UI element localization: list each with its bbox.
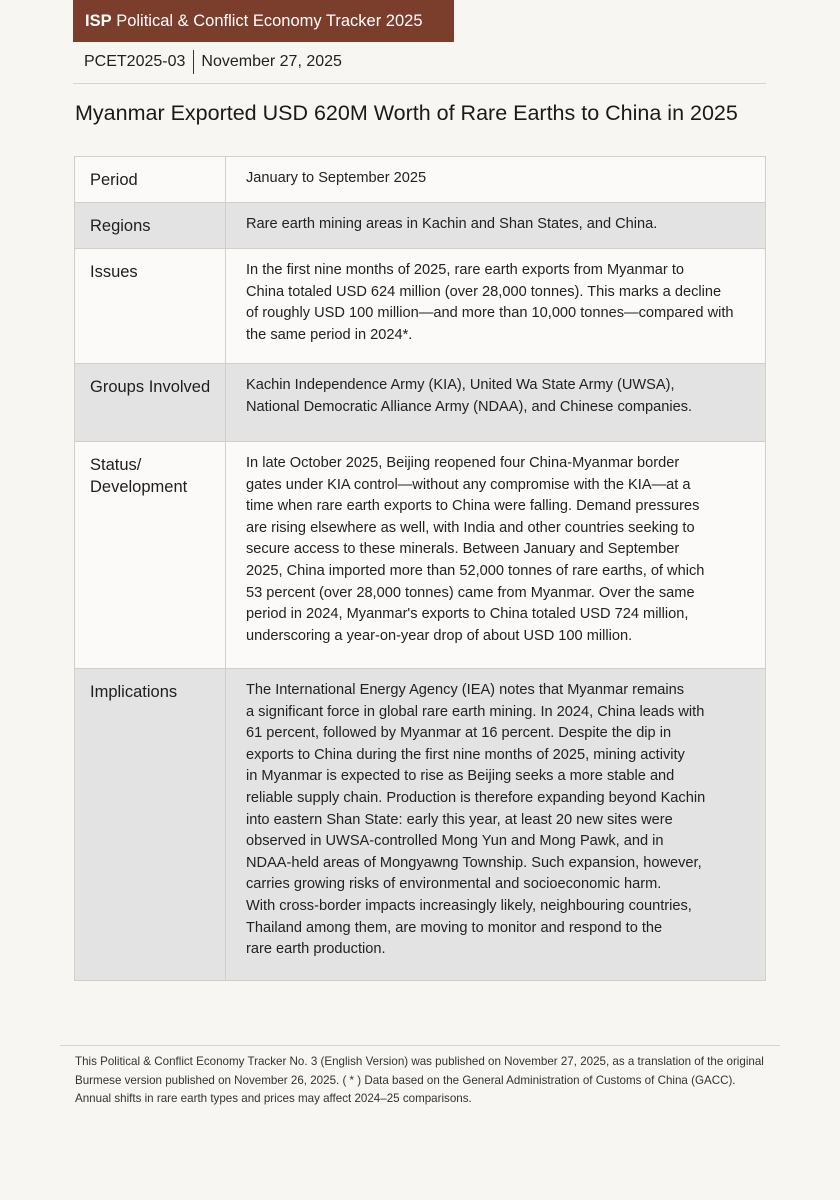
brief-table [74, 156, 766, 981]
row-label: Implications [75, 669, 226, 981]
row-value [226, 203, 766, 249]
document-code: PCET2025-03 [84, 53, 186, 70]
row-regions [75, 203, 766, 249]
row-line: gates under KIA control—without any compromise with the KIA—at a [246, 476, 691, 493]
page-title: Myanmar Exported USD 620M Worth of Rare Earths to China in 2025 [75, 101, 738, 125]
footnote-line: This Political & Conflict Economy Tracker No. 3 (English Version) was published on November 27, 2025, as a translation of the original [75, 1055, 764, 1068]
row-line: China totaled USD 624 million (over 28,000 tonnes). This marks a decline [246, 283, 722, 300]
row-line: 53 percent (over 28,000 tonnes) came from Myanmar. Over the same [246, 584, 695, 601]
row-line: period in 2024, Myanmar's exports to China totaled USD 724 million, [246, 606, 689, 623]
row-value [226, 157, 766, 203]
row-line: the same period in 2024*. [246, 326, 413, 343]
header-divider [73, 83, 766, 84]
row-line: 61 percent, followed by Myanmar at 16 percent. Despite the dip in [246, 725, 672, 742]
row-value [226, 364, 766, 442]
row-line: Thailand among them, are moving to monitor and respond to the [246, 919, 663, 936]
series-header-tab [73, 0, 454, 42]
row-value [226, 442, 766, 669]
row-line: underscoring a year-on-year drop of about USD 100 million. [246, 627, 633, 644]
row-line: NDAA-held areas of Mongyawng Township. Such expansion, however, [246, 854, 702, 871]
row-line: observed in UWSA-controlled Mong Yun and Mong Pawk, and in [246, 833, 664, 850]
row-period [75, 157, 766, 203]
series-title: Political & Conflict Economy Tracker 2025 [116, 12, 423, 30]
publication-date: November 27, 2025 [201, 53, 342, 70]
row-line: 2025, China imported more than 52,000 tonnes of rare earths, of which [246, 562, 705, 579]
row-line: time when rare earth exports to China were falling. Demand pressures [246, 498, 700, 515]
row-line: In the first nine months of 2025, rare earth exports from Myanmar to [246, 262, 685, 278]
row-label: Regions [75, 203, 226, 249]
footnote-divider [60, 1045, 780, 1046]
row-line: January to September 2025 [246, 170, 427, 186]
document-meta [84, 50, 342, 74]
row-line: carries growing risks of environmental and socioeconomic harm. [246, 876, 662, 893]
footnote-line: Annual shifts in rare earth types and prices may affect 2024–25 comparisons. [75, 1092, 472, 1105]
row-line: rare earth production. [246, 941, 386, 958]
row-line: exports to China during the first nine months of 2025, mining activity [246, 746, 685, 763]
meta-divider [193, 50, 194, 74]
row-line: secure access to these minerals. Between January and September [246, 541, 680, 558]
footnote-line: Burmese version published on November 26, 2025. ( * ) Data based on the General Administration of Customs of China (GACC). [75, 1073, 736, 1087]
row-value [226, 249, 766, 364]
row-line: in Myanmar is expected to rise as Beijing seeks a more stable and [246, 768, 675, 785]
footnote [75, 1053, 775, 1109]
row-line: into eastern Shan State: early this year, at least 20 new sites were [246, 811, 673, 828]
row-line: With cross-border impacts increasingly likely, neighbouring countries, [246, 897, 692, 914]
row-label-line: Status/ [90, 456, 142, 474]
row-line: of roughly USD 100 million—and more than 10,000 tonnes—compared with [246, 305, 734, 322]
row-status-development [75, 442, 766, 669]
row-groups-involved [75, 364, 766, 442]
row-issues [75, 249, 766, 364]
row-label: Groups Involved [75, 364, 226, 442]
row-label [75, 442, 226, 669]
row-line: reliable supply chain. Production is therefore expanding beyond Kachin [246, 789, 706, 806]
row-line: In late October 2025, Beijing reopened four China-Myanmar border [246, 455, 680, 471]
row-label: Period [75, 157, 226, 203]
row-value [226, 669, 766, 981]
row-line: a significant force in global rare earth mining. In 2024, China leads with [246, 703, 705, 720]
row-label-line: Development [90, 478, 188, 496]
row-line: are rising elsewhere as well, with India and other countries seeking to [246, 519, 695, 536]
row-line: Rare earth mining areas in Kachin and Shan States, and China. [246, 216, 658, 232]
row-line: The International Energy Agency (IEA) notes that Myanmar remains [246, 682, 685, 698]
brand-label: ISP [85, 12, 112, 30]
row-label: Issues [75, 249, 226, 364]
row-line: National Democratic Alliance Army (NDAA), and Chinese companies. [246, 398, 693, 415]
row-implications [75, 669, 766, 981]
row-line: Kachin Independence Army (KIA), United Wa State Army (UWSA), [246, 377, 675, 393]
